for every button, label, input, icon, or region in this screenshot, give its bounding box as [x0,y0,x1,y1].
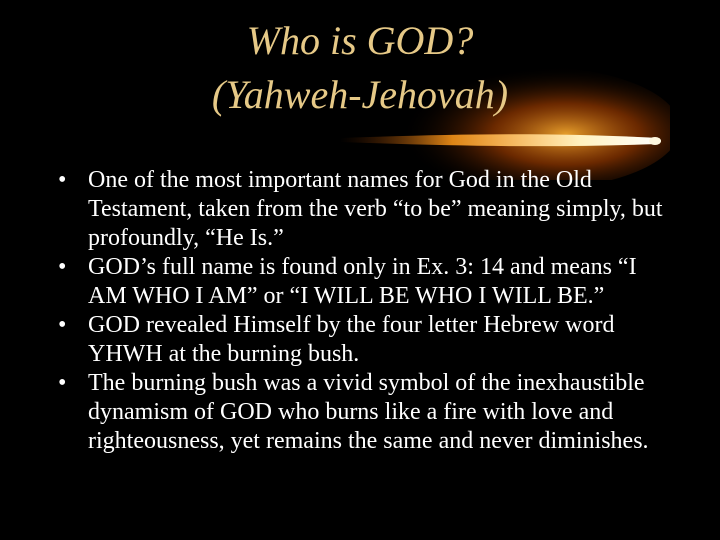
bullet-icon: • [58,370,67,396]
bullet-item [58,253,668,311]
bullet-item [58,369,668,456]
title-line-1: Who is GOD? [246,18,474,63]
bullet-item [58,166,668,253]
slide-title [0,14,720,122]
bullet-icon: • [58,167,67,193]
bullet-text: GOD’s full name is found only in Ex. 3: 14 and means “I AM WHO I AM” or “I WILL BE WHO I WILL BE.” [88,254,637,309]
bullet-item [58,311,668,369]
bullet-list [58,166,668,456]
bullet-icon: • [58,312,67,338]
title-line-2: (Yahweh-Jehovah) [211,72,509,117]
bullet-text: One of the most important names for God in the Old Testament, taken from the verb “to be” meaning simply, but profoundly, “He Is.” [88,167,663,251]
bullet-icon: • [58,254,67,280]
bullet-text: The burning bush was a vivid symbol of the inexhaustible dynamism of GOD who burns like a fire with love and righteousness, yet remains the same and never diminishes. [88,370,649,454]
bullet-text: GOD revealed Himself by the four letter Hebrew word YHWH at the burning bush. [88,312,615,367]
